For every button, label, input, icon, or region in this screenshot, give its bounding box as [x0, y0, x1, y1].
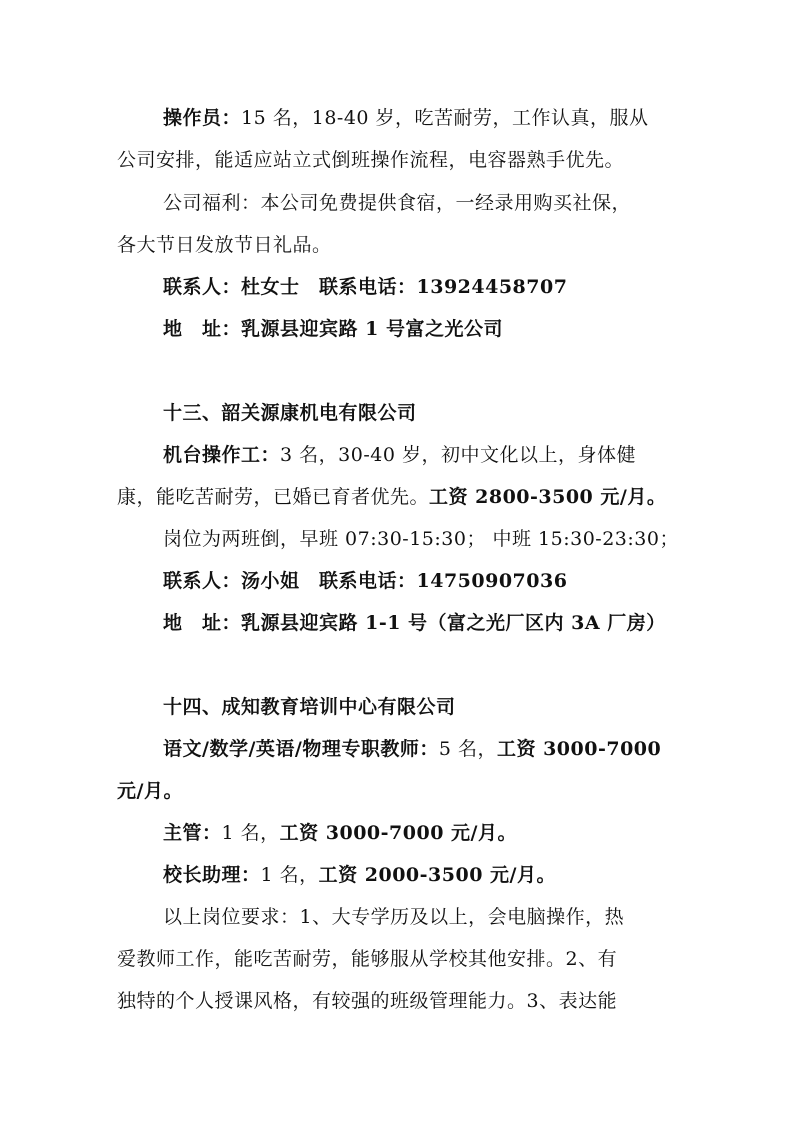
requirements-line-1: 以上岗位要求：1、大专学历及以上，会电脑操作，热 [163, 906, 625, 928]
shift-line: 岗位为两班倒，早班 07:30-15:30； 中班 15:30-23:30； [163, 528, 679, 550]
job-teacher-salary-cont: 元/月。 [117, 780, 183, 802]
job-teacher-count: 5 名， [438, 738, 497, 760]
job-assistant-line [163, 862, 556, 888]
address-line: 地 址：乳源县迎宾路 1 号富之光公司 [163, 318, 503, 340]
job-operator-detail: 15 名，18-40 岁，吃苦耐劳，工作认真，服从 [241, 107, 649, 129]
job-operator-detail-cont: 公司安排，能适应站立式倒班操作流程，电容器熟手优先。 [117, 149, 625, 171]
company-heading-chengzhi: 十四、成知教育培训中心有限公司 [163, 696, 456, 718]
job-supervisor-count: 1 名， [221, 822, 280, 844]
job-operator-line [163, 105, 649, 131]
job-teacher-line [163, 736, 661, 762]
job-supervisor-line [163, 820, 517, 846]
job-supervisor-label: 主管： [163, 822, 222, 844]
job-assistant-count: 1 名， [260, 864, 319, 886]
job-machine-operator-detail: 3 名，30-40 岁，初中文化以上，身体健 [280, 444, 636, 466]
requirements-line-3: 独特的个人授课风格，有较强的班级管理能力。3、表达能 [117, 990, 618, 1012]
welfare-line-1: 公司福利：本公司免费提供食宿，一经录用购买社保， [163, 192, 632, 214]
address-line: 地 址：乳源县迎宾路 1-1 号（富之光厂区内 3A 厂房） [163, 612, 666, 634]
contact-line: 联系人：杜女士 联系电话：13924458707 [163, 276, 568, 298]
company-heading-yuankang: 十三、韶关源康机电有限公司 [163, 402, 417, 424]
job-supervisor-salary: 工资 3000-7000 元/月。 [279, 822, 517, 844]
job-operator-label: 操作员： [163, 107, 242, 129]
job-machine-operator-cont [117, 484, 666, 510]
job-assistant-salary: 工资 2000-3500 元/月。 [318, 864, 556, 886]
job-machine-operator-line [163, 442, 636, 468]
job-machine-operator-salary: 工资 2800-3500 元/月。 [429, 486, 667, 508]
job-machine-operator-label: 机台操作工： [163, 444, 281, 466]
job-machine-operator-detail-cont: 康，能吃苦耐劳，已婚已育者优先。 [117, 486, 430, 508]
contact-line: 联系人：汤小姐 联系电话：14750907036 [163, 570, 568, 592]
welfare-line-2: 各大节日发放节日礼品。 [117, 234, 332, 256]
job-teacher-label: 语文/数学/英语/物理专职教师： [163, 738, 439, 760]
requirements-line-2: 爱教师工作，能吃苦耐劳，能够服从学校其他安排。2、有 [117, 948, 618, 970]
job-teacher-salary: 工资 3000-7000 [496, 738, 662, 760]
job-assistant-label: 校长助理： [163, 864, 261, 886]
